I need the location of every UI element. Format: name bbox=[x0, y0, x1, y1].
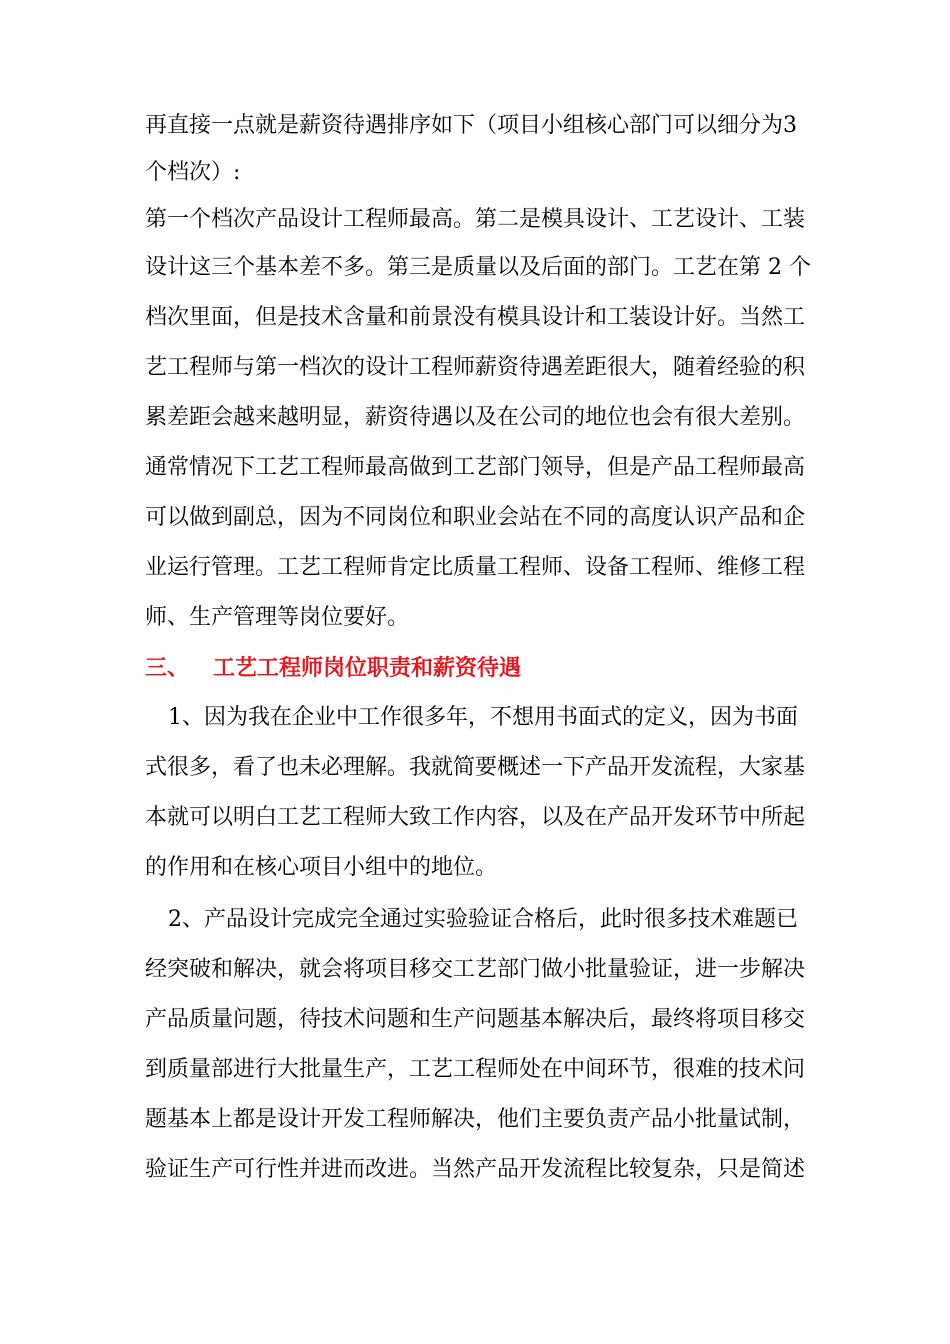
section-title: 工艺工程师岗位职责和薪资待遇 bbox=[213, 655, 522, 681]
text-line: 通常情况下工艺工程师最高做到工艺部门领导，但是产品工程师最高 bbox=[145, 455, 806, 480]
text-line: 经突破和解决，就会将项目移交工艺部门做小批量验证，进一步解决 bbox=[145, 957, 806, 982]
text-line: 1、因为我在企业中工作很多年，不想用书面式的定义，因为书面 bbox=[168, 705, 798, 730]
text-line: 艺工程师与第一档次的设计工程师薪资待遇差距很大，随着经验的积 bbox=[145, 355, 806, 380]
text-line: 2、产品设计完成完全通过实验验证合格后，此时很多技术难题已 bbox=[168, 907, 798, 932]
text-line: 设计这三个基本差不多。第三是质量以及后面的部门。工艺在第 2 个 bbox=[145, 255, 811, 280]
text-line: 累差距会越来越明显，薪资待遇以及在公司的地位也会有很大差别。 bbox=[145, 405, 806, 430]
text-line: 题基本上都是设计开发工程师解决，他们主要负责产品小批量试制， bbox=[145, 1107, 806, 1132]
text-line: 个档次）: bbox=[145, 160, 241, 185]
text-line: 的作用和在核心项目小组中的地位。 bbox=[145, 855, 498, 880]
text-line: 式很多，看了也未必理解。我就简要概述一下产品开发流程，大家基 bbox=[145, 755, 806, 780]
text-line: 档次里面，但是技术含量和前景没有模具设计和工装设计好。当然工 bbox=[145, 305, 806, 330]
text-line: 业运行管理。工艺工程师肯定比质量工程师、设备工程师、维修工程 bbox=[145, 555, 806, 580]
text-line: 验证生产可行性并进而改进。当然产品开发流程比较复杂，只是简述 bbox=[145, 1157, 806, 1182]
text-line: 本就可以明白工艺工程师大致工作内容，以及在产品开发环节中所起 bbox=[145, 805, 806, 830]
section-heading bbox=[145, 655, 825, 681]
section-number: 三、 bbox=[145, 655, 190, 681]
text-line: 第一个档次产品设计工程师最高。第二是模具设计、工艺设计、工装 bbox=[145, 207, 806, 232]
text-line: 再直接一点就是薪资待遇排序如下（项目小组核心部门可以细分为3 bbox=[145, 113, 797, 138]
text-line: 到质量部进行大批量生产，工艺工程师处在中间环节，很难的技术问 bbox=[145, 1057, 806, 1082]
text-line: 产品质量问题，待技术问题和生产问题基本解决后，最终将项目移交 bbox=[145, 1007, 806, 1032]
text-line: 可以做到副总，因为不同岗位和职业会站在不同的高度认识产品和企 bbox=[145, 505, 806, 530]
text-line: 师、生产管理等岗位要好。 bbox=[145, 605, 410, 630]
